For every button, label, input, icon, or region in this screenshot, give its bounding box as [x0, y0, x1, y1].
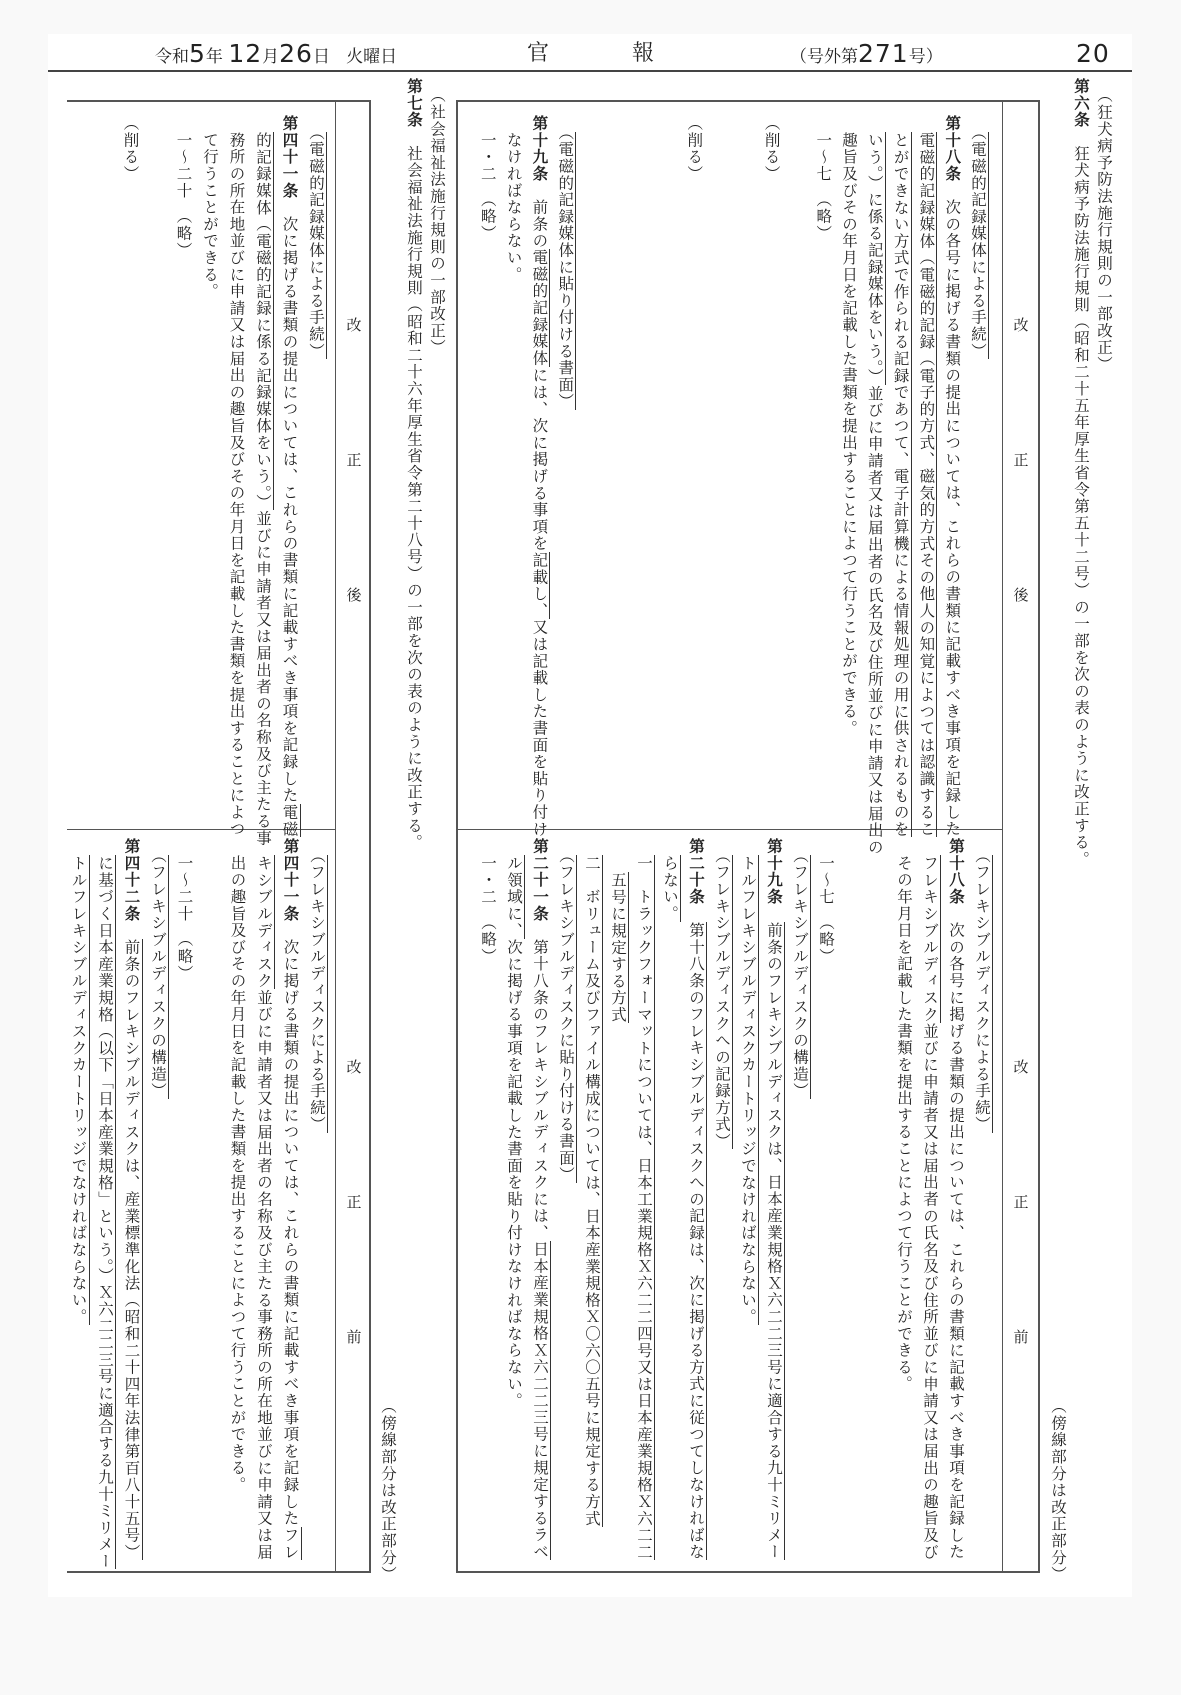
- table-1-before-line: [813, 838, 839, 965]
- amended-text-segment: （電磁的記録媒体による手続）: [969, 131, 987, 360]
- era: 令和: [155, 47, 189, 67]
- table-2-after-line: [197, 115, 223, 300]
- text-segment: [96, 838, 114, 855]
- article-number: 第四十二条: [122, 838, 141, 922]
- text-segment: [661, 838, 679, 855]
- text-segment: [635, 838, 653, 855]
- table-2-before-line: [172, 838, 198, 981]
- amended-text-segment: 電磁的記録媒体（電磁的記録（電子的方式、磁気的方式その他人の知覚によつては認識するこ: [917, 131, 936, 838]
- table-1-before-line: [579, 838, 605, 1527]
- day-unit: 日: [312, 47, 330, 67]
- text-segment: （削る）: [685, 115, 704, 183]
- text-segment: 一～二十 （略）: [175, 838, 194, 982]
- table-1-after-line: [552, 115, 578, 410]
- table-1-after-line: [862, 115, 888, 856]
- underline-note-left: （傍線部分は改正部分）: [379, 1398, 397, 1583]
- year: 5: [189, 39, 206, 68]
- issue-number-value: 271: [858, 39, 909, 68]
- text-segment: 一・二 （略）: [479, 838, 497, 965]
- article-number: 第二十条: [687, 838, 705, 906]
- amended-text-segment: 五号に規定する方式: [609, 871, 627, 1023]
- table-1-before-line: [527, 838, 553, 1560]
- text-segment: （削る）: [121, 115, 140, 183]
- text-segment: 次の各号に掲げる書類の提出については、これらの書類に記載すべき事項を記録した: [943, 182, 962, 838]
- text-segment: 出の趣旨及びその年月日を記載した書類を提出することによつて行うことができる。: [228, 838, 247, 1494]
- amended-text-segment: （電磁的記録媒体による手続）: [307, 131, 325, 360]
- text-segment: [892, 115, 910, 132]
- article-7-heading: （社会福祉法施行規則の一部改正）: [428, 78, 446, 356]
- text-segment: （削る）: [762, 115, 781, 183]
- amended-text-segment: 二 ボリューム及びファイル構成については、日本産業規格Ｘ〇六〇五号に規定する方式: [583, 854, 601, 1527]
- underline-note-right: （傍線部分は改正部分）: [1049, 1398, 1067, 1583]
- table-2-before-line: [145, 838, 171, 1099]
- month-unit: 月: [262, 47, 280, 67]
- amended-text-segment: （フレキシブルディスクの構造）: [791, 854, 809, 1100]
- amended-text-segment: キシブルディスク: [255, 854, 273, 990]
- text-segment: [969, 115, 987, 132]
- text-segment: [687, 905, 705, 922]
- article-6-heading: （狂犬病予防法施行規則の一部改正）: [1095, 78, 1113, 373]
- table-2-before-line: [278, 838, 304, 1560]
- text-segment: [973, 838, 991, 855]
- table-1-before-line: [683, 838, 709, 1560]
- text-segment: 前条の: [530, 182, 549, 250]
- table-2-before-line: [66, 838, 92, 1325]
- article-7-body: 社会福祉法施行規則（昭和二十六年厚生省令第二十八号）の一部を次の表のように改正する。: [405, 128, 423, 851]
- table-2-label-strip: [335, 100, 336, 1573]
- amended-text-segment: らない。: [661, 854, 679, 923]
- issue-number: [790, 38, 943, 70]
- table-2-label-before-1: 改: [346, 1058, 362, 1076]
- issue-date: [155, 38, 397, 70]
- amended-text-segment: 電磁的記録媒体: [530, 249, 549, 368]
- table-1-label-after-2: 正: [1013, 451, 1029, 469]
- table-1-before-line: [917, 838, 943, 1560]
- table-2-label-after-1: 改: [346, 316, 362, 334]
- title-po: 報: [632, 41, 655, 66]
- table-1-after-line: [965, 115, 991, 359]
- text-segment: 一・二 （略）: [478, 115, 497, 242]
- article-7-text: [401, 78, 427, 851]
- text-segment: [917, 115, 935, 132]
- header-rule: [48, 70, 1132, 72]
- article-number: 第十八条: [943, 115, 962, 183]
- text-segment: 並びに申請者又は届出者の名称及び主たる事務所の所在地並びに申請又は届: [255, 989, 273, 1561]
- article-number: 第四十一条: [280, 115, 299, 199]
- text-segment: 一～二十 （略）: [174, 115, 193, 259]
- amended-text-segment: トルフレキシブルディスクカートリッジでなければならない。: [69, 854, 88, 1326]
- amended-text-segment: （フレキシブルディスクへの記録方式）: [713, 854, 731, 1150]
- text-segment: [866, 115, 884, 132]
- table-2-after-line: [250, 115, 276, 846]
- text-segment: [557, 838, 575, 855]
- table-1-before-line: [969, 838, 995, 1133]
- table-2-after-line: [171, 115, 197, 258]
- article-number: 第十九条: [765, 838, 783, 906]
- article-number: 第十八条: [947, 838, 965, 906]
- text-segment: 並びに申請者又は届出者の氏名及び住所並びに申請又は届出の: [865, 385, 884, 856]
- amended-text-segment: 第十八条のフレキシブルディスクへの記録は、次に掲げる方式に従つてしなければな: [687, 922, 705, 1561]
- table-1-before-line: [605, 838, 631, 1023]
- table-1-after-line: [888, 115, 914, 837]
- article-7-number: 第七条: [405, 78, 423, 129]
- table-2-after-line: [118, 115, 144, 182]
- table-2-after-line: [303, 115, 329, 359]
- table-1-after-line: [759, 115, 785, 182]
- table-2-label-after-3: 後: [346, 586, 362, 604]
- amended-text-segment: 的記録媒体（電磁的記録に係る記録媒体をいう。）: [254, 131, 272, 511]
- text-segment: [505, 838, 523, 855]
- table-2-after-line: [277, 115, 303, 837]
- text-segment: [713, 838, 731, 855]
- table-1-after-line: [681, 115, 707, 182]
- text-segment: て行うことができる。: [201, 115, 219, 300]
- amended-text-segment: （フレキシブルディスクによる手続）: [308, 854, 326, 1133]
- text-segment: その年月日を記載した書類を提出することによつて行うことができる。: [895, 838, 913, 1393]
- article-number: 第二十一条: [531, 838, 549, 922]
- text-segment: 又は記載した書面を貼り付け: [530, 619, 549, 838]
- table-1-label-after-1: 改: [1013, 316, 1029, 334]
- table-1-before-line: [475, 838, 501, 965]
- text-segment: [308, 838, 326, 855]
- day: 26: [279, 39, 313, 68]
- table-1-label-after-3: 後: [1013, 586, 1029, 604]
- issue-suffix: 号）: [908, 47, 943, 67]
- table-1-label-before-1: 改: [1013, 1058, 1029, 1076]
- text-segment: [149, 838, 167, 855]
- table-1-after-line: [810, 115, 836, 242]
- page-number: 20: [1076, 39, 1110, 68]
- table-1-after-line: [501, 115, 527, 283]
- table-1-before-line: [787, 838, 813, 1099]
- text-segment: [739, 838, 757, 855]
- table-1-after-line: [913, 115, 939, 837]
- text-segment: [255, 838, 273, 855]
- text-segment: [254, 115, 272, 132]
- amended-text-segment: （電磁的記録媒体に貼り付ける書面）: [556, 131, 575, 410]
- text-segment: 趣旨及びその年月日を記載した書類を提出することによつて行うことができる。: [840, 115, 858, 737]
- article-6-number: 第六条: [1072, 78, 1090, 129]
- article-6-text: [1068, 78, 1094, 868]
- text-segment: [123, 922, 141, 939]
- table-2-after-line: [224, 115, 250, 837]
- table-1-label-before-2: 正: [1013, 1193, 1029, 1211]
- text-segment: には、次に掲げる事項を: [530, 367, 549, 552]
- weekday: 火曜日: [346, 47, 398, 67]
- table-2-before-line: [251, 838, 277, 1560]
- text-segment: なければならない。: [504, 115, 523, 283]
- table-2-before-line: [225, 838, 251, 1493]
- amended-text-segment: （フレキシブルディスクの構造）: [149, 854, 167, 1100]
- amended-text-segment: 日本産業規格Ｘ六二二三号に規定するラベ: [531, 1241, 549, 1561]
- text-segment: 並びに申請者又は届出者の名称及び主たる事: [254, 510, 272, 847]
- text-segment: [791, 838, 809, 855]
- table-1-before-line: [709, 838, 735, 1149]
- table-1-after-line: [526, 115, 552, 837]
- table-1-after-line: [939, 115, 965, 837]
- amended-text-segment: フレキシブルディスク: [921, 854, 939, 1023]
- month: 12: [228, 39, 263, 68]
- text-segment: [609, 838, 627, 872]
- amended-text-segment: 前条のフレキシブルディスクは、産業標準化法（昭和二十四年法律第百八十五号）: [122, 938, 141, 1561]
- table-1-before-line: [657, 838, 683, 922]
- text-segment: 務所の所在地並びに申請又は届出の趣旨及びその年月日を記載した書類を提出することによつ: [227, 115, 246, 838]
- table-1-before-line: [943, 838, 969, 1560]
- table-1-label-strip: [1002, 100, 1003, 1573]
- amended-text-segment: （フレキシブルディスクによる手続）: [973, 854, 991, 1133]
- amended-text-segment: ル領域に、: [505, 854, 523, 939]
- article-number: 第十九条: [530, 115, 549, 183]
- table-1-after-line: [836, 115, 862, 737]
- table-1-before-line: [631, 838, 657, 1560]
- text-segment: [307, 115, 325, 132]
- title-kan: 官: [527, 41, 550, 66]
- text-segment: 次に掲げる書類の提出については、これらの書類に記載すべき事項を記録した: [280, 199, 299, 804]
- text-segment: 並びに申請者又は届出者の氏名及び住所並びに申請又は届出の趣旨及び: [921, 1022, 939, 1561]
- amended-text-segment: 一 トラックフォーマットについては、日本工業規格Ｘ六二二四号又は日本産業規格Ｘ六二二: [635, 854, 653, 1561]
- amended-text-segment: 前条のフレキシブルディスクは、日本産業規格Ｘ六二二三号に適合する九十ミリメー: [765, 922, 783, 1561]
- table-2-before-line: [304, 838, 330, 1133]
- issue-prefix: （号外第: [790, 47, 858, 67]
- table-2-label-before-2: 正: [346, 1193, 362, 1211]
- table-1-before-line: [501, 838, 527, 1409]
- text-segment: [556, 115, 574, 132]
- text-segment: [765, 905, 783, 922]
- amended-text-segment: （フレキシブルディスクに貼り付ける書面）: [557, 854, 575, 1184]
- amended-text-segment: に基づく日本産業規格（以下「日本産業規格」という。）Ｘ六二二三号に適合する九十ミリメー: [96, 854, 114, 1570]
- table-2-label-after-2: 正: [346, 451, 362, 469]
- amended-text-segment: 記載し、: [530, 551, 549, 620]
- article-6-body: 狂犬病予防法施行規則（昭和二十五年厚生省令第五十二号）の一部を次の表のように改正する。: [1072, 128, 1090, 868]
- article-number: 第四十一条: [281, 838, 300, 922]
- text-segment: 次に掲げる書類の提出については、これらの書類に記載すべき事項を記録した: [281, 922, 300, 1527]
- text-segment: [70, 838, 88, 855]
- text-segment: 次に掲げる事項を記載した書面を貼り付けなければならない。: [505, 938, 523, 1410]
- amended-text-segment: いう。）に係る記録媒体をいう。）: [865, 131, 884, 386]
- table-2-before-line: [119, 838, 145, 1560]
- table-2-label-before-3: 前: [346, 1328, 362, 1346]
- text-segment: 一～七 （略）: [814, 115, 833, 242]
- table-1-after-line: [475, 115, 501, 242]
- text-segment: [583, 838, 601, 855]
- year-unit: 年: [205, 47, 223, 67]
- table-1-label-before-3: 前: [1013, 1328, 1029, 1346]
- text-segment: 一～七 （略）: [817, 838, 835, 965]
- amended-text-segment: フレ: [281, 1526, 300, 1561]
- table-1-before-line: [553, 838, 579, 1183]
- text-segment: 次の各号に掲げる書類の提出については、これらの書類に記載すべき事項を記録した: [947, 905, 965, 1561]
- table-2-before-line: [92, 838, 118, 1569]
- amended-text-segment: とができない方式で作られる記録であつて、電子計算機による情報処理の用に供されるものを: [891, 131, 910, 838]
- table-1-before-line: [761, 838, 787, 1560]
- table-1-before-line: [735, 838, 761, 1325]
- table-1-before-line: [891, 838, 917, 1392]
- amended-text-segment: 電磁: [280, 803, 299, 838]
- text-segment: [921, 838, 939, 855]
- amended-text-segment: トルフレキシブルディスクカートリッジでなければならない。: [739, 854, 757, 1326]
- text-segment: 第十八条のフレキシブルディスクには、: [531, 922, 549, 1242]
